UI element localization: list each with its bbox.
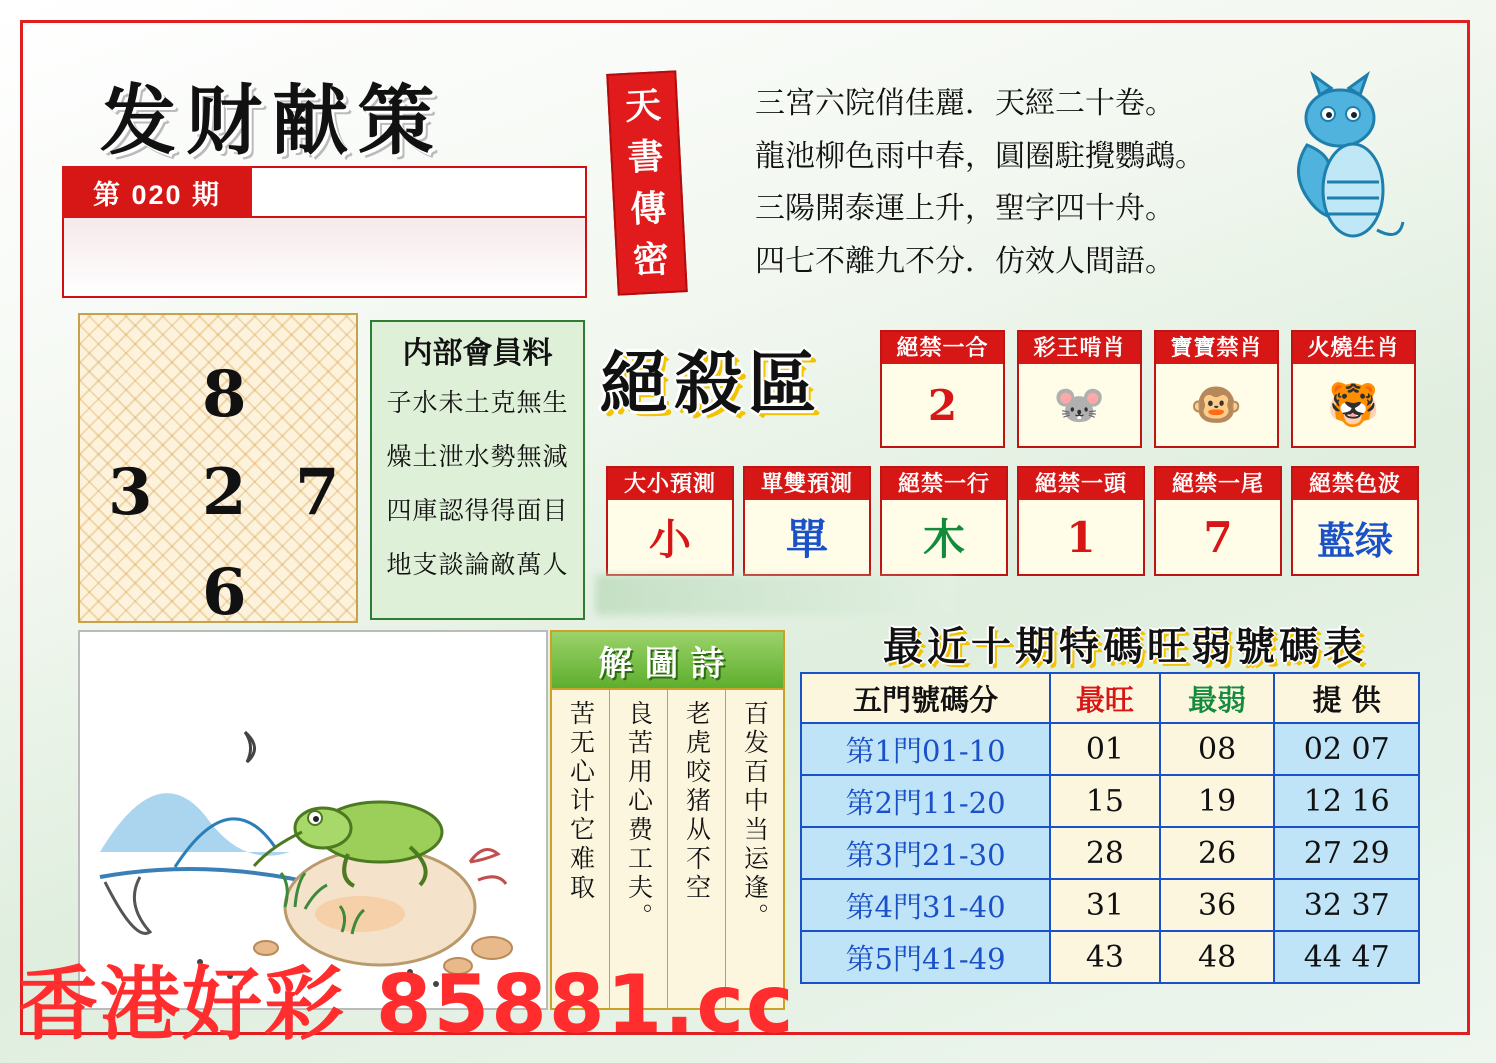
- dragon-icon: [1265, 70, 1415, 270]
- jusha-cell-yitou: [1017, 466, 1145, 576]
- table-row: [801, 879, 1419, 931]
- row-supply-2: 12 16: [1274, 775, 1419, 827]
- row-hot-1: 01: [1050, 723, 1160, 775]
- lucky-number-grid: [78, 313, 358, 630]
- jusha-value-danshuang: 單: [785, 515, 828, 564]
- tianshu-char-1: 天: [623, 83, 663, 128]
- jusha-top-header-3: 寶寶禁肖: [1156, 332, 1277, 364]
- row-label-5: 第5門41-49: [801, 931, 1050, 983]
- blurred-strip: [595, 575, 955, 615]
- jusha-title: 絕殺區: [600, 344, 823, 424]
- tianshu-banner: [606, 70, 688, 295]
- member-line-1: 子水未土克無生: [386, 388, 569, 417]
- rank-table-title: 最近十期特碼旺弱號碼表: [883, 623, 1367, 670]
- poem-line-2: 龍池柳色雨中春，圓圈駐攪鸚鵡。: [755, 138, 1205, 174]
- jusha-cell-daxiao: [606, 466, 734, 576]
- rank-table: [800, 672, 1420, 984]
- row-hot-3: 28: [1050, 827, 1160, 879]
- col-header-range: 五門號碼分: [801, 673, 1050, 723]
- jusha-top-cell-1: [880, 330, 1005, 448]
- jusha-value-daxiao: 小: [648, 515, 691, 564]
- rat-icon: 🐭: [1053, 380, 1106, 429]
- table-header-row: [801, 673, 1419, 723]
- jusha-cell-yiwei: [1154, 466, 1282, 576]
- jusha-cell-danshuang: [743, 466, 871, 576]
- jietu-column-3: 老虎咬猪从不空: [667, 690, 725, 1010]
- row-cold-1: 08: [1160, 723, 1275, 775]
- row-hot-5: 43: [1050, 931, 1160, 983]
- row-hot-2: 15: [1050, 775, 1160, 827]
- jusha-top-header-2: 彩王啃肖: [1019, 332, 1140, 364]
- page-title: 发财献策: [100, 76, 444, 165]
- lucky-number-1: 8: [202, 357, 247, 432]
- row-cold-5: 48: [1160, 931, 1275, 983]
- col-header-supply: 提 供: [1274, 673, 1419, 723]
- row-supply-4: 32 37: [1274, 879, 1419, 931]
- jusha-top-value-1: 2: [927, 380, 958, 430]
- jietu-column-4: 百发百中当运逢。: [725, 690, 783, 1010]
- jusha-value-yiwei: 7: [1203, 512, 1233, 562]
- row-label-2: 第2門11-20: [801, 775, 1050, 827]
- row-label-4: 第4門31-40: [801, 879, 1050, 931]
- watermark: 香港好彩 85881.cc: [18, 958, 796, 1051]
- issue-label: 第 020 期: [62, 166, 252, 218]
- jusha-header-daxiao: 大小預測: [608, 468, 732, 500]
- jusha-value-yitou: 1: [1066, 512, 1096, 562]
- jusha-top-header-4: 火燒生肖: [1293, 332, 1414, 364]
- jusha-header-yihang: 絕禁一行: [882, 468, 1006, 500]
- jusha-value-sebo: 藍绿: [1316, 517, 1393, 563]
- row-cold-3: 26: [1160, 827, 1275, 879]
- member-box-title: 内部會員料: [402, 336, 553, 371]
- jusha-cell-sebo: [1291, 466, 1419, 576]
- lucky-number-2: 3: [108, 455, 153, 530]
- jusha-header-yitou: 絕禁一頭: [1019, 468, 1143, 500]
- lucky-number-5: 6: [202, 555, 247, 630]
- tianshu-char-2: 書: [626, 135, 665, 180]
- table-row: [801, 775, 1419, 827]
- member-info-box: [370, 320, 585, 620]
- monkey-icon: 🐵: [1190, 380, 1243, 429]
- poem-line-3: 三陽開泰運上升，聖字四十舟。: [755, 191, 1175, 226]
- jusha-top-cell-4: [1291, 330, 1416, 448]
- member-line-2: 燥土泄水勢無減: [386, 442, 569, 471]
- lucky-number-3: 2: [202, 455, 247, 530]
- jusha-header-sebo: 絕禁色波: [1293, 468, 1417, 500]
- row-label-3: 第3門21-30: [801, 827, 1050, 879]
- jusha-header-yiwei: 絕禁一尾: [1156, 468, 1280, 500]
- jusha-top-cell-2: [1017, 330, 1142, 448]
- row-supply-5: 44 47: [1274, 931, 1419, 983]
- jietu-title: 解圖詩: [552, 632, 783, 690]
- row-hot-4: 31: [1050, 879, 1160, 931]
- table-row: [801, 723, 1419, 775]
- jusha-cell-yihang: [880, 466, 1008, 576]
- col-header-hot: 最旺: [1050, 673, 1160, 723]
- row-cold-4: 36: [1160, 879, 1275, 931]
- lucky-number-4: 7: [295, 455, 340, 530]
- tianshu-char-3: 傳: [629, 186, 668, 231]
- jietu-column-1: 苦无心计它难取: [566, 700, 596, 903]
- row-label-1: 第1門01-10: [801, 723, 1050, 775]
- issue-blank-area: [62, 218, 587, 298]
- jusha-top-cell-3: [1154, 330, 1279, 448]
- row-cold-2: 19: [1160, 775, 1275, 827]
- row-supply-1: 02 07: [1274, 723, 1419, 775]
- poem-line-4: 四七不離九不分．仿效人間語。: [755, 243, 1175, 279]
- member-line-3: 四庫認得得面目: [386, 496, 569, 525]
- jusha-value-yihang: 木: [922, 515, 965, 564]
- poem-block: [755, 78, 1275, 288]
- table-row: [801, 827, 1419, 879]
- jusha-header-danshuang: 單雙預測: [745, 468, 869, 500]
- member-line-4: 地支談論敵萬人: [386, 550, 569, 579]
- col-header-cold: 最弱: [1160, 673, 1275, 723]
- tianshu-char-4: 密: [631, 238, 671, 283]
- tiger-icon: 🐯: [1327, 380, 1380, 429]
- row-supply-3: 27 29: [1274, 827, 1419, 879]
- poem-line-1: 三宮六院俏佳麗．天經二十卷。: [755, 86, 1175, 121]
- jusha-top-header-1: 絕禁一合: [882, 332, 1003, 364]
- jietu-column-2: 良苦用心费工夫。: [609, 690, 667, 1010]
